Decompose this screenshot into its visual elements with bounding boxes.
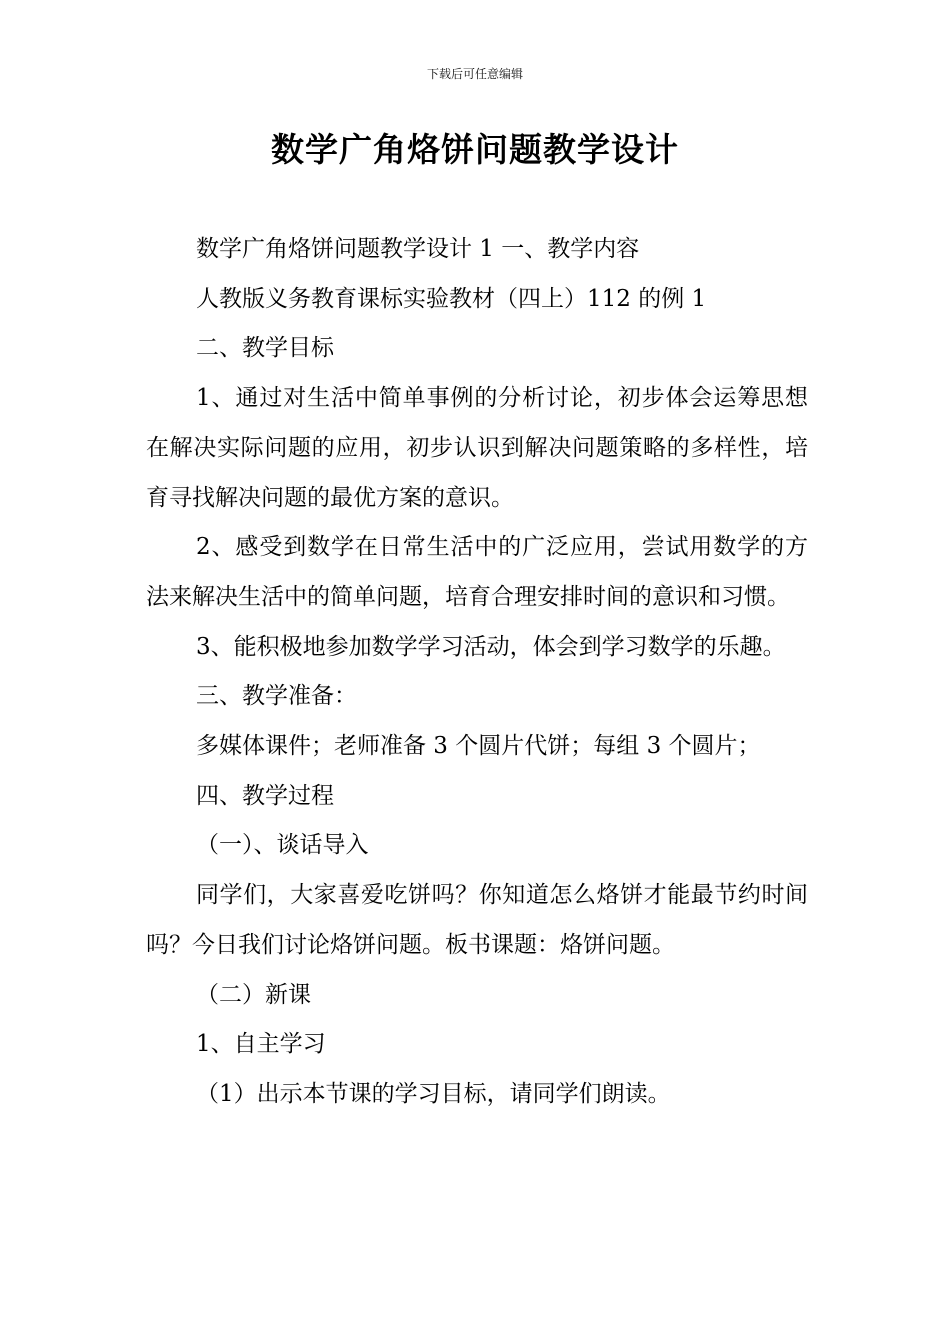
document-body	[146, 225, 808, 1120]
heading-teaching-goals: 二、教学目标	[196, 335, 334, 362]
paragraph-textbook: 人教版义务教育课标实验教材（四上）112 的例 1	[196, 285, 707, 312]
heading-teaching-preparation: 三、教学准备：	[196, 683, 357, 710]
page-header-note: 下载后可任意编辑	[426, 67, 523, 81]
heading-introduction: （一）、谈话导入	[196, 832, 369, 859]
paragraph-introduction: 同学们，大家喜爱吃饼吗？你知道怎么烙饼才能最节约时间吗？今日我们讨论烙饼问题。板书课题：烙饼问题。	[146, 882, 808, 958]
paragraph-materials: 多媒体课件；老师准备 3 个圆片代饼；每组 3 个圆片；	[196, 733, 761, 760]
paragraph-goal-2: 2、感受到数学在日常生活中的广泛应用，尝试用数学的方法来解决生活中的简单问题，培育合理安排时间的意识和习惯。	[146, 534, 808, 610]
heading-self-study: 1、自主学习	[196, 1031, 326, 1058]
heading-new-lesson: （二）新课	[196, 981, 311, 1008]
heading-teaching-process: 四、教学过程	[196, 782, 334, 809]
paragraph-goal-3: 3、能积极地参加数学学习活动，体会到学习数学的乐趣。	[196, 633, 786, 660]
paragraph-teaching-content: 数学广角烙饼问题教学设计 1 一、教学内容	[196, 236, 640, 262]
paragraph-learning-objective: （1）出示本节课的学习目标，请同学们朗读。	[196, 1080, 671, 1107]
document-title: 数学广角烙饼问题教学设计	[271, 130, 679, 169]
paragraph-goal-1: 1、通过对生活中简单事例的分析讨论，初步体会运筹思想在解决实际问题的应用，初步认识到解决问题策略的多样性，培育寻找解决问题的最优方案的意识。	[146, 385, 808, 511]
